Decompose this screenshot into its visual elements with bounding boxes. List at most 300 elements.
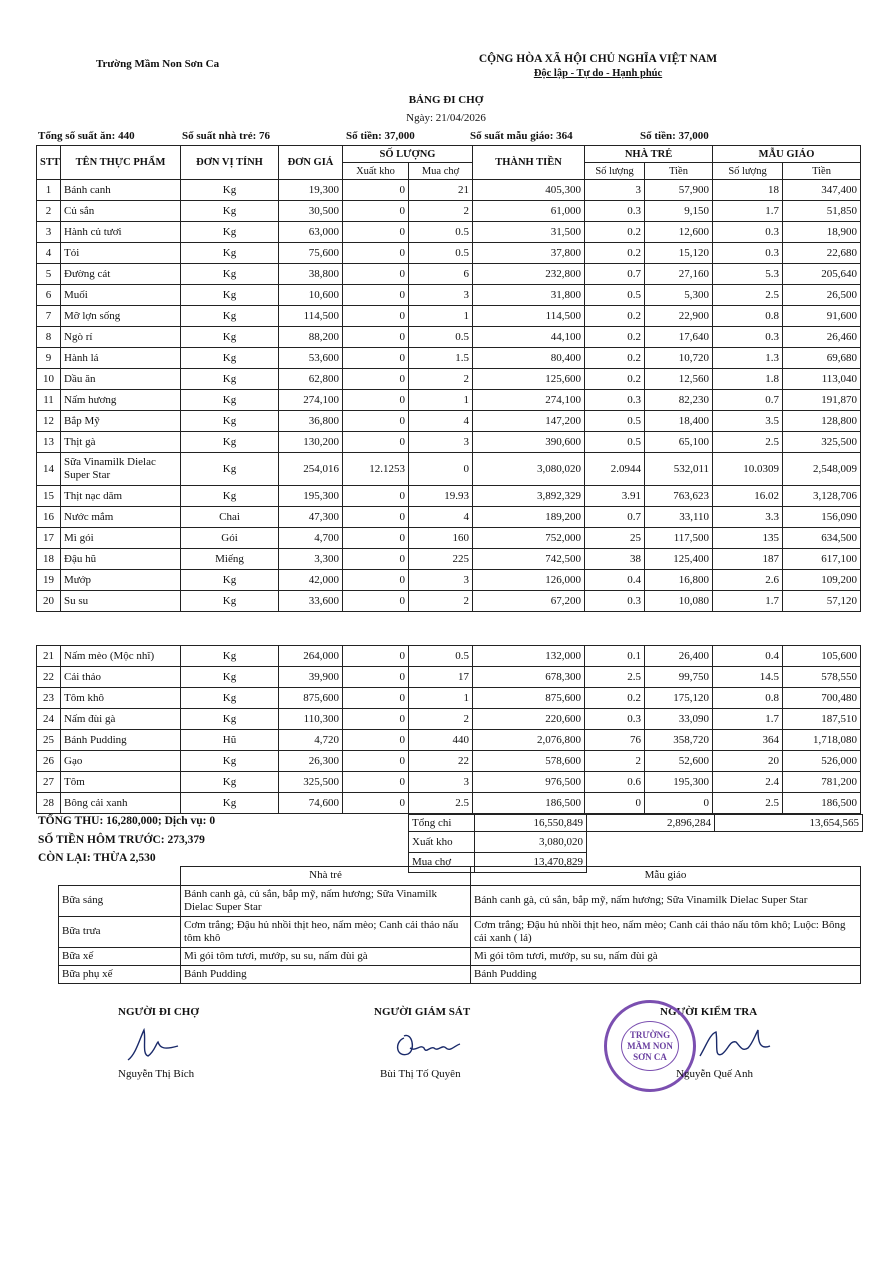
row-total: 114,500	[473, 306, 585, 327]
stamp-line3: SƠN CA	[633, 1052, 667, 1062]
row-unit: Kg	[181, 453, 279, 486]
row-qty-buy: 0.5	[409, 222, 473, 243]
row-name: Thịt nạc dăm	[61, 486, 181, 507]
row-qty-out: 0	[343, 243, 409, 264]
row-unit: Kg	[181, 772, 279, 793]
total-meals: Tổng số suất ăn: 440	[38, 130, 135, 142]
table-row	[37, 751, 861, 772]
table-row	[37, 667, 861, 688]
row-unit: Gói	[181, 528, 279, 549]
row-price: 63,000	[279, 222, 343, 243]
row-qty-out: 0	[343, 688, 409, 709]
row-stt: 8	[37, 327, 61, 348]
row-nt-qty: 0.4	[585, 570, 645, 591]
row-unit: Kg	[181, 285, 279, 306]
meal-row	[59, 947, 861, 965]
signer3-name: Nguyễn Quế Anh	[676, 1068, 753, 1080]
row-mg-qty: 0.7	[713, 390, 783, 411]
row-total: 61,000	[473, 201, 585, 222]
national-header	[478, 53, 718, 79]
row-qty-out: 0	[343, 570, 409, 591]
row-total: 752,000	[473, 528, 585, 549]
col-stt: STT	[37, 146, 61, 180]
row-mg-money: 205,640	[783, 264, 861, 285]
row-unit: Kg	[181, 688, 279, 709]
row-mg-qty: 0.4	[713, 646, 783, 667]
row-stt: 9	[37, 348, 61, 369]
meals-head-nursery: Nhà trẻ	[181, 867, 471, 886]
row-unit: Kg	[181, 180, 279, 201]
row-price: 53,600	[279, 348, 343, 369]
col-unit: ĐƠN VỊ TÍNH	[181, 146, 279, 180]
row-name: Gạo	[61, 751, 181, 772]
meal-kinder: Cơm trắng; Đậu hủ nhồi thịt heo, nấm mèo; Canh cải thảo nấu tôm khô; Luộc: Bông cải xanh ( lá)	[471, 916, 861, 947]
row-nt-money: 9,150	[645, 201, 713, 222]
row-unit: Kg	[181, 411, 279, 432]
row-qty-out: 0	[343, 772, 409, 793]
total-spend-kinder: 13,654,565	[715, 815, 863, 832]
meal-nursery: Bánh canh gà, củ sắn, bắp mỹ, nấm hương; Sữa Vinamilk Dielac Super Star	[181, 885, 471, 916]
row-total: 31,800	[473, 285, 585, 306]
row-mg-money: 109,200	[783, 570, 861, 591]
row-qty-out: 0	[343, 285, 409, 306]
row-nt-money: 15,120	[645, 243, 713, 264]
row-mg-qty: 18	[713, 180, 783, 201]
summary-table	[408, 814, 863, 873]
row-mg-qty: 0.3	[713, 243, 783, 264]
row-name: Dầu ăn	[61, 369, 181, 390]
row-qty-buy: 0.5	[409, 646, 473, 667]
row-stt: 27	[37, 772, 61, 793]
row-stt: 4	[37, 243, 61, 264]
row-stt: 17	[37, 528, 61, 549]
remaining-balance: CÒN LẠI: THỪA 2,530	[38, 852, 156, 864]
row-stt: 20	[37, 591, 61, 612]
row-price: 38,800	[279, 264, 343, 285]
row-total: 976,500	[473, 772, 585, 793]
row-mg-qty: 1.7	[713, 709, 783, 730]
row-total: 67,200	[473, 591, 585, 612]
col-qty: SỐ LƯỢNG	[343, 146, 473, 163]
meal-kinder: Bánh Pudding	[471, 965, 861, 983]
date-label: Ngày: 21/04/2026	[406, 112, 486, 124]
signer3-title: NGƯỜI KIỂM TRA	[660, 1006, 758, 1018]
row-nt-qty: 2.0944	[585, 453, 645, 486]
meal-name: Bữa xế	[59, 947, 181, 965]
row-nt-money: 10,080	[645, 591, 713, 612]
row-mg-qty: 2.4	[713, 772, 783, 793]
row-nt-qty: 0.2	[585, 369, 645, 390]
stamp-line2: MẦM NON	[627, 1041, 673, 1051]
row-mg-qty: 20	[713, 751, 783, 772]
row-price: 36,800	[279, 411, 343, 432]
row-unit: Kg	[181, 306, 279, 327]
table-row	[37, 570, 861, 591]
row-name: Củ sắn	[61, 201, 181, 222]
row-mg-money: 128,800	[783, 411, 861, 432]
row-unit: Kg	[181, 201, 279, 222]
row-total: 3,892,329	[473, 486, 585, 507]
row-unit: Kg	[181, 327, 279, 348]
row-unit: Chai	[181, 507, 279, 528]
row-name: Đậu hũ	[61, 549, 181, 570]
table-row	[37, 243, 861, 264]
col-mg-qty: Số lượng	[713, 163, 783, 180]
row-nt-qty: 0.2	[585, 348, 645, 369]
row-name: Mỡ lợn sống	[61, 306, 181, 327]
row-name: Su su	[61, 591, 181, 612]
row-name: Nước mắm	[61, 507, 181, 528]
row-total: 2,076,800	[473, 730, 585, 751]
row-nt-money: 175,120	[645, 688, 713, 709]
row-qty-out: 0	[343, 730, 409, 751]
row-stt: 25	[37, 730, 61, 751]
row-nt-money: 65,100	[645, 432, 713, 453]
row-qty-out: 0	[343, 432, 409, 453]
row-price: 110,300	[279, 709, 343, 730]
signer1-name: Nguyễn Thị Bích	[118, 1068, 195, 1080]
row-nt-qty: 0.5	[585, 285, 645, 306]
row-qty-buy: 1	[409, 390, 473, 411]
row-total: 578,600	[473, 751, 585, 772]
row-qty-buy: 2	[409, 709, 473, 730]
row-name: Bắp Mỹ	[61, 411, 181, 432]
row-qty-buy: 21	[409, 180, 473, 201]
row-mg-money: 156,090	[783, 507, 861, 528]
row-mg-qty: 2.5	[713, 432, 783, 453]
row-nt-money: 57,900	[645, 180, 713, 201]
row-qty-buy: 3	[409, 285, 473, 306]
signature-1	[118, 1024, 188, 1064]
row-nt-money: 125,400	[645, 549, 713, 570]
row-name: Nấm mèo (Mộc nhĩ)	[61, 646, 181, 667]
market-buy: 13,470,829	[475, 852, 587, 872]
row-name: Muối	[61, 285, 181, 306]
row-qty-out: 0	[343, 709, 409, 730]
row-mg-qty: 0.8	[713, 306, 783, 327]
row-qty-buy: 3	[409, 570, 473, 591]
row-nt-qty: 0	[585, 793, 645, 814]
row-unit: Kg	[181, 751, 279, 772]
row-mg-qty: 5.3	[713, 264, 783, 285]
table-row	[37, 180, 861, 201]
row-price: 274,100	[279, 390, 343, 411]
stock-out: 3,080,020	[475, 832, 587, 853]
row-nt-money: 12,560	[645, 369, 713, 390]
row-total: 31,500	[473, 222, 585, 243]
row-qty-buy: 1	[409, 688, 473, 709]
nursery-money: Số tiền: 37,000	[346, 130, 415, 142]
row-unit: Kg	[181, 243, 279, 264]
row-total: 126,000	[473, 570, 585, 591]
row-name: Hành lá	[61, 348, 181, 369]
table-row	[37, 549, 861, 570]
row-unit: Kg	[181, 793, 279, 814]
row-qty-buy: 0.5	[409, 243, 473, 264]
table-row	[37, 591, 861, 612]
row-unit: Hũ	[181, 730, 279, 751]
row-price: 114,500	[279, 306, 343, 327]
row-nt-money: 22,900	[645, 306, 713, 327]
row-mg-qty: 3.5	[713, 411, 783, 432]
row-nt-qty: 38	[585, 549, 645, 570]
row-name: Tôm khô	[61, 688, 181, 709]
row-qty-out: 0	[343, 306, 409, 327]
row-nt-qty: 0.7	[585, 507, 645, 528]
row-nt-money: 10,720	[645, 348, 713, 369]
row-nt-qty: 0.3	[585, 201, 645, 222]
row-qty-out: 12.1253	[343, 453, 409, 486]
row-price: 10,600	[279, 285, 343, 306]
row-qty-out: 0	[343, 751, 409, 772]
row-mg-qty: 0.3	[713, 222, 783, 243]
table-row	[37, 730, 861, 751]
row-mg-money: 26,500	[783, 285, 861, 306]
row-mg-money: 69,680	[783, 348, 861, 369]
row-unit: Kg	[181, 709, 279, 730]
table-body-1	[37, 180, 861, 612]
row-qty-out: 0	[343, 411, 409, 432]
row-nt-qty: 0.2	[585, 243, 645, 264]
row-stt: 14	[37, 453, 61, 486]
row-stt: 11	[37, 390, 61, 411]
row-price: 264,000	[279, 646, 343, 667]
row-qty-buy: 4	[409, 507, 473, 528]
row-total: 37,800	[473, 243, 585, 264]
col-total: THÀNH TIỀN	[473, 146, 585, 180]
row-price: 47,300	[279, 507, 343, 528]
row-mg-money: 347,400	[783, 180, 861, 201]
total-spend-label: Tổng chi	[409, 815, 475, 832]
row-mg-qty: 0.3	[713, 327, 783, 348]
row-mg-qty: 14.5	[713, 667, 783, 688]
stock-out-label: Xuất kho	[409, 832, 475, 853]
meals-head-kinder: Mẫu giáo	[471, 867, 861, 886]
row-unit: Miếng	[181, 549, 279, 570]
row-mg-money: 634,500	[783, 528, 861, 549]
row-name: Đường cát	[61, 264, 181, 285]
row-stt: 6	[37, 285, 61, 306]
row-total: 220,600	[473, 709, 585, 730]
row-name: Tỏi	[61, 243, 181, 264]
row-total: 678,300	[473, 667, 585, 688]
row-nt-money: 0	[645, 793, 713, 814]
row-qty-out: 0	[343, 591, 409, 612]
row-nt-qty: 0.5	[585, 432, 645, 453]
row-qty-buy: 2	[409, 591, 473, 612]
row-unit: Kg	[181, 667, 279, 688]
table-row	[37, 772, 861, 793]
country-name: CỘNG HÒA XÃ HỘI CHỦ NGHĨA VIỆT NAM	[478, 53, 718, 65]
row-qty-buy: 19.93	[409, 486, 473, 507]
row-nt-qty: 0.2	[585, 306, 645, 327]
row-stt: 5	[37, 264, 61, 285]
row-unit: Kg	[181, 348, 279, 369]
table-row	[37, 348, 861, 369]
row-mg-qty: 10.0309	[713, 453, 783, 486]
row-mg-money: 26,460	[783, 327, 861, 348]
row-mg-money: 3,128,706	[783, 486, 861, 507]
row-stt: 12	[37, 411, 61, 432]
meal-kinder: Mì gói tôm tươi, mướp, su su, nấm đùi gà	[471, 947, 861, 965]
row-nt-money: 17,640	[645, 327, 713, 348]
row-nt-money: 27,160	[645, 264, 713, 285]
row-stt: 16	[37, 507, 61, 528]
stamp-line1: TRƯỜNG	[629, 1030, 671, 1040]
row-qty-out: 0	[343, 264, 409, 285]
row-mg-money: 186,500	[783, 793, 861, 814]
row-unit: Kg	[181, 570, 279, 591]
table-row	[37, 486, 861, 507]
row-nt-qty: 2	[585, 751, 645, 772]
meal-row	[59, 965, 861, 983]
row-unit: Kg	[181, 646, 279, 667]
row-stt: 28	[37, 793, 61, 814]
market-table-part1	[36, 145, 861, 612]
row-name: Cải thảo	[61, 667, 181, 688]
kinder-money: Số tiền: 37,000	[640, 130, 709, 142]
row-unit: Kg	[181, 486, 279, 507]
meal-name: Bữa sáng	[59, 885, 181, 916]
table-row	[37, 390, 861, 411]
meal-name: Bữa phụ xế	[59, 965, 181, 983]
row-qty-out: 0	[343, 646, 409, 667]
row-price: 74,600	[279, 793, 343, 814]
table-row	[37, 793, 861, 814]
row-mg-qty: 2.5	[713, 285, 783, 306]
row-nt-qty: 0.3	[585, 390, 645, 411]
row-price: 130,200	[279, 432, 343, 453]
row-stt: 13	[37, 432, 61, 453]
row-nt-money: 763,623	[645, 486, 713, 507]
row-stt: 3	[37, 222, 61, 243]
row-mg-money: 781,200	[783, 772, 861, 793]
row-stt: 19	[37, 570, 61, 591]
row-total: 390,600	[473, 432, 585, 453]
table-row	[37, 432, 861, 453]
row-total: 44,100	[473, 327, 585, 348]
row-mg-money: 325,500	[783, 432, 861, 453]
col-qty-out: Xuất kho	[343, 163, 409, 180]
row-nt-money: 99,750	[645, 667, 713, 688]
row-price: 75,600	[279, 243, 343, 264]
row-name: Mướp	[61, 570, 181, 591]
col-qty-buy: Mua chợ	[409, 163, 473, 180]
row-price: 4,700	[279, 528, 343, 549]
row-unit: Kg	[181, 264, 279, 285]
row-qty-out: 0	[343, 507, 409, 528]
previous-balance: SỐ TIỀN HÔM TRƯỚC: 273,379	[38, 834, 205, 846]
row-nt-money: 26,400	[645, 646, 713, 667]
row-mg-money: 617,100	[783, 549, 861, 570]
row-nt-qty: 0.3	[585, 591, 645, 612]
school-name: Trường Mầm Non Sơn Ca	[96, 58, 220, 70]
row-total: 132,000	[473, 646, 585, 667]
row-qty-buy: 3	[409, 432, 473, 453]
row-nt-money: 52,600	[645, 751, 713, 772]
row-stt: 15	[37, 486, 61, 507]
row-price: 19,300	[279, 180, 343, 201]
signature-3	[692, 1020, 782, 1068]
row-nt-money: 358,720	[645, 730, 713, 751]
row-mg-money: 91,600	[783, 306, 861, 327]
row-mg-money: 22,680	[783, 243, 861, 264]
table-body-2	[37, 646, 861, 814]
row-qty-buy: 0	[409, 453, 473, 486]
row-mg-money: 191,870	[783, 390, 861, 411]
row-price: 88,200	[279, 327, 343, 348]
row-nt-money: 82,230	[645, 390, 713, 411]
row-stt: 24	[37, 709, 61, 730]
signer2-name: Bùi Thị Tố Quyên	[380, 1068, 461, 1080]
row-nt-qty: 0.3	[585, 709, 645, 730]
row-name: Bông cải xanh	[61, 793, 181, 814]
row-qty-buy: 17	[409, 667, 473, 688]
row-nt-money: 33,090	[645, 709, 713, 730]
row-mg-money: 113,040	[783, 369, 861, 390]
row-nt-qty: 0.2	[585, 327, 645, 348]
row-mg-qty: 1.8	[713, 369, 783, 390]
row-stt: 26	[37, 751, 61, 772]
row-qty-out: 0	[343, 549, 409, 570]
meal-name: Bữa trưa	[59, 916, 181, 947]
row-qty-buy: 6	[409, 264, 473, 285]
row-nt-money: 117,500	[645, 528, 713, 549]
signer2-title: NGƯỜI GIÁM SÁT	[374, 1006, 471, 1018]
row-qty-out: 0	[343, 528, 409, 549]
row-price: 254,016	[279, 453, 343, 486]
table-row	[37, 688, 861, 709]
table-row	[37, 306, 861, 327]
row-nt-qty: 3.91	[585, 486, 645, 507]
row-nt-qty: 0.7	[585, 264, 645, 285]
row-mg-money: 700,480	[783, 688, 861, 709]
row-stt: 18	[37, 549, 61, 570]
row-stt: 10	[37, 369, 61, 390]
row-nt-money: 5,300	[645, 285, 713, 306]
row-stt: 21	[37, 646, 61, 667]
row-total: 147,200	[473, 411, 585, 432]
row-nt-qty: 76	[585, 730, 645, 751]
row-total: 3,080,020	[473, 453, 585, 486]
row-total: 80,400	[473, 348, 585, 369]
row-name: Tôm	[61, 772, 181, 793]
row-unit: Kg	[181, 222, 279, 243]
table-row	[37, 507, 861, 528]
row-nt-money: 33,110	[645, 507, 713, 528]
row-unit: Kg	[181, 432, 279, 453]
row-name: Hành củ tươi	[61, 222, 181, 243]
row-qty-out: 0	[343, 486, 409, 507]
row-mg-qty: 187	[713, 549, 783, 570]
row-qty-out: 0	[343, 222, 409, 243]
meal-nursery: Mì gói tôm tươi, mướp, su su, nấm đùi gà	[181, 947, 471, 965]
row-nt-qty: 0.1	[585, 646, 645, 667]
row-price: 325,500	[279, 772, 343, 793]
row-qty-buy: 225	[409, 549, 473, 570]
row-qty-out: 0	[343, 793, 409, 814]
col-mg-money: Tiền	[783, 163, 861, 180]
row-mg-qty: 135	[713, 528, 783, 549]
row-mg-qty: 1.3	[713, 348, 783, 369]
table-row	[37, 264, 861, 285]
table-row	[37, 709, 861, 730]
row-nt-money: 12,600	[645, 222, 713, 243]
table-row	[37, 222, 861, 243]
table-row	[37, 646, 861, 667]
row-qty-out: 0	[343, 327, 409, 348]
row-total: 405,300	[473, 180, 585, 201]
